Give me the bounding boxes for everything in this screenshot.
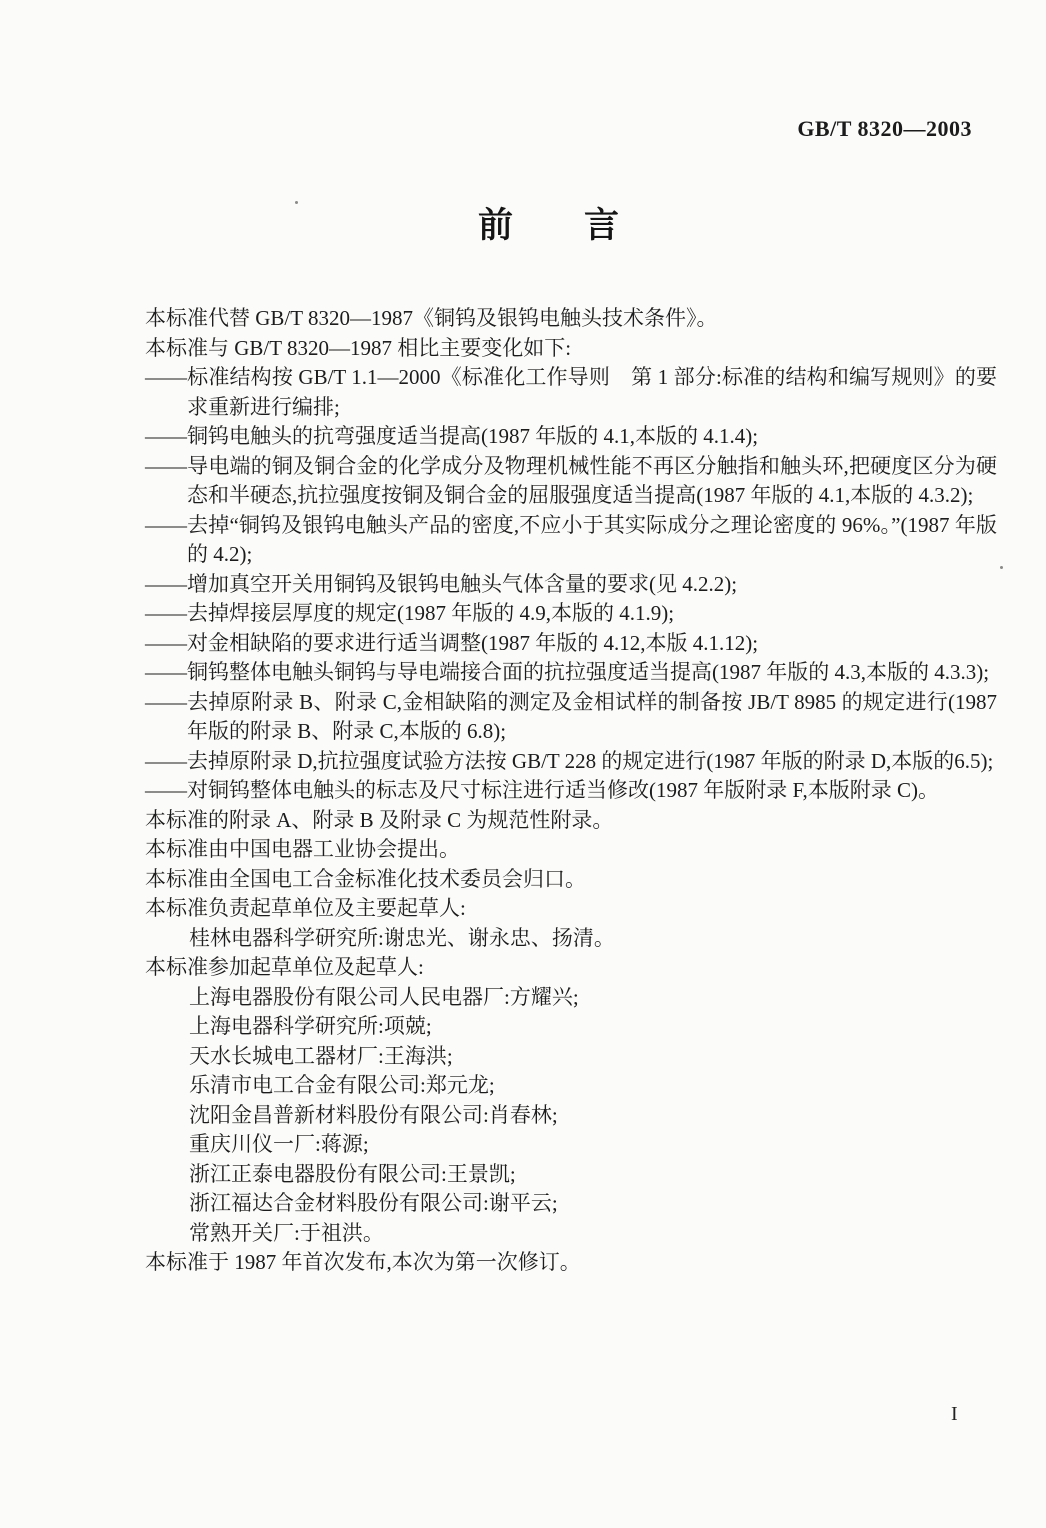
paragraph-indent: 天水长城电工器材厂:王海洪; [189, 1043, 453, 1068]
paragraph-normal: 本标准负责起草单位及主要起草人: [145, 896, 466, 920]
paragraph-dash: ——标准结构按 GB/T 1.1—2000《标准化工作导则 第 1 部分:标准的结构和编写规则》的要求重新进行编排; [145, 365, 997, 419]
paragraph-normal: 本标准由全国电工合金标准化技术委员会归口。 [145, 866, 586, 891]
paragraph-normal: 本标准的附录 A、附录 B 及附录 C 为规范性附录。 [145, 807, 614, 832]
paragraph-indent: 桂林电器科学研究所:谢忠光、谢永忠、扬清。 [189, 925, 615, 950]
scan-speck [295, 201, 298, 204]
paragraph-normal: 本标准与 GB/T 8320—1987 相比主要变化如下: [145, 335, 572, 360]
paragraph-indent: 上海电器科学研究所:项兢; [189, 1014, 432, 1038]
paragraph-dash: ——铜钨整体电触头铜钨与导电端接合面的抗拉强度适当提高(1987 年版的 4.3,本版的 4.3.3); [145, 660, 990, 684]
paragraph-dash: ——增加真空开关用铜钨及银钨电触头气体含量的要求(见 4.2.2); [145, 571, 738, 596]
scan-speck [1000, 566, 1003, 569]
paragraph-dash: ——去掉焊接层厚度的规定(1987 年版的 4.9,本版的 4.1.9); [145, 601, 675, 625]
foreword-body [145, 304, 997, 1278]
paragraph-indent: 乐清市电工合金有限公司:郑元龙; [189, 1073, 495, 1097]
standard-number: GB/T 8320—2003 [797, 116, 972, 141]
paragraph-indent: 浙江福达合金材料股份有限公司:谢平云; [189, 1191, 558, 1215]
paragraph-dash: ——对金相缺陷的要求进行适当调整(1987 年版的 4.12,本版 4.1.12); [145, 630, 759, 655]
paragraph-normal: 本标准于 1987 年首次发布,本次为第一次修订。 [145, 1250, 581, 1274]
paragraph-indent: 常熟开关厂:于祖洪。 [189, 1220, 384, 1245]
paragraph-dash: ——导电端的铜及铜合金的化学成分及物理机械性能不再区分触指和触头环,把硬度区分为硬态和半硬态,抗拉强度按铜及铜合金的屈服强度适当提高(1987 年版的 4.1,本版的 4.3.2); [145, 453, 997, 507]
paragraph-indent: 上海电器股份有限公司人民电器厂:方耀兴; [189, 984, 579, 1009]
paragraph-dash: ——去掉“铜钨及银钨电触头产品的密度,不应小于其实际成分之理论密度的 96%。”(1987 年版的 4.2); [145, 512, 997, 566]
paragraph-indent: 重庆川仪一厂:蒋源; [189, 1132, 369, 1156]
paragraph-dash: ——铜钨电触头的抗弯强度适当提高(1987 年版的 4.1,本版的 4.1.4); [145, 424, 759, 448]
paragraph-dash: ——去掉原附录 B、附录 C,金相缺陷的测定及金相试样的制备按 JB/T 8985 的规定进行(1987 年版的附录 B、附录 C,本版的 6.8); [145, 689, 997, 743]
paragraph-indent: 浙江正泰电器股份有限公司:王景凯; [189, 1161, 516, 1186]
paragraph-indent: 沈阳金昌普新材料股份有限公司:肖春林; [189, 1102, 558, 1127]
page-title: 前言 [478, 206, 691, 245]
paragraph-dash: ——去掉原附录 D,抗拉强度试验方法按 GB/T 228 的规定进行(1987 年版的附录 D,本版的6.5); [145, 748, 994, 773]
page-number: I [951, 1403, 958, 1425]
paragraph-normal: 本标准由中国电器工业协会提出。 [145, 837, 460, 861]
paragraph-normal: 本标准参加起草单位及起草人: [145, 955, 424, 979]
paragraph-dash: ——对铜钨整体电触头的标志及尺寸标注进行适当修改(1987 年版附录 F,本版附录 C)。 [145, 778, 939, 802]
paragraph-normal: 本标准代替 GB/T 8320—1987《铜钨及银钨电触头技术条件》。 [145, 306, 718, 330]
